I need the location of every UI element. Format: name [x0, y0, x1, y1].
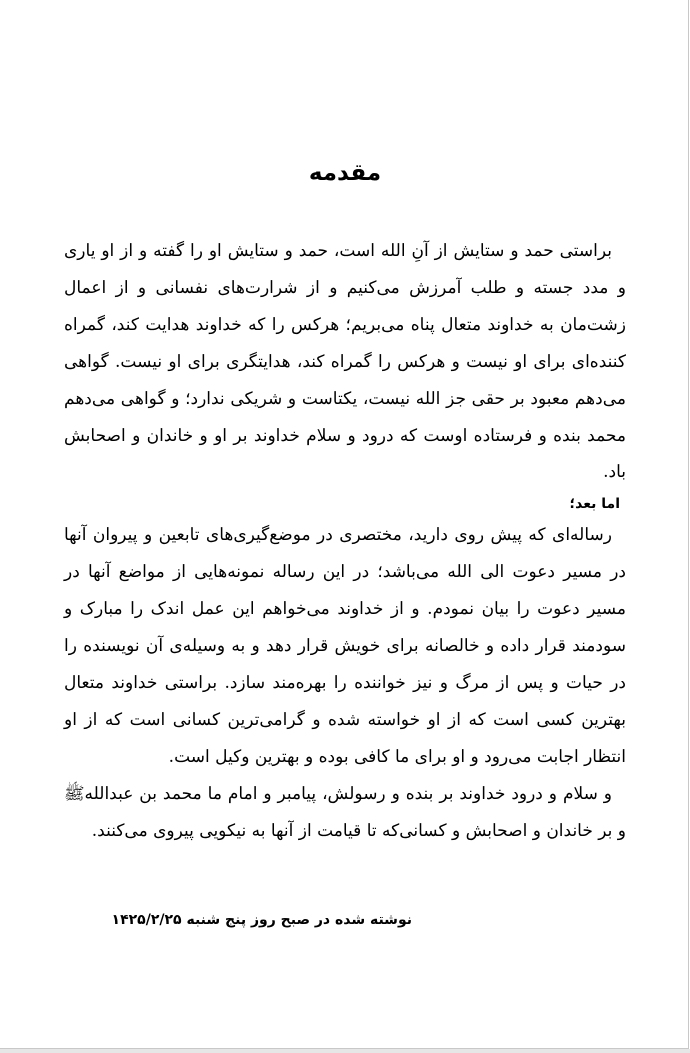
body-text [64, 233, 626, 850]
signature-date: نوشته شده در صبح روز پنج شنبه ۱۴۲۵/۲/۲۵ [111, 912, 412, 928]
paragraph-praise: براستی حمد و ستایش از آنِ الله است، حمد و ستایش او را گفته و از او یاری و مدد جسته و طلب آمرزش می‌کنیم و از شرارت‌های نفسانی و از اعمال زشت‌مان به خداوند متعال پناه می‌بریم؛ هرکس را که خداوند هدایت کند، گمراه کننده‌ای برای او نیست و هرکس را گمراه کند، هدایتگری برای او نیست. گواهی می‌دهم معبود بر حقی جز الله نیست، یکتاست و شریکی ندارد؛ و گواهی می‌دهم محمد بنده و فرستاده اوست که درود و سلام خداوند بر او و خاندان و اصحابش باد. [64, 241, 626, 483]
page-bottom-edge [0, 1049, 690, 1053]
subheading: اما بعد؛ [569, 496, 620, 513]
paragraph-blessings: و سلام و درود خداوند بر بنده و رسولش، پیامبر و امام ما محمد بن عبدالله‌ﷺ و بر خاندان و اصحابش و کسانی‌که تا قیامت از آنها به نیکویی پیروی می‌کنند. [64, 783, 626, 841]
page-title: مقدمه [308, 160, 382, 186]
paragraph-treatise: رساله‌ای که پیش روی دارید، مختصری در موضع‌گیری‌های تابعین و پیروان آنها در مسیر دعوت الی الله می‌باشد؛ در این رساله نمونه‌هایی از مواضع آنها در مسیر دعوت را بیان نمودم. و از خداوند می‌خواهم این عمل اندک را مبارک و سودمند قرار داده و خالصانه برای خویش قرار دهد و به وسیله‌ی آن نویسنده را در حیات و پس از مرگ و نیز خواننده را بهره‌مند سازد. براستی خداوند متعال بهترین کسی است که از او خواسته شده و گرامی‌ترین کسانی است که از او انتظار اجابت می‌رود و او برای ما کافی بوده و بهترین وکیل است. [64, 525, 626, 767]
